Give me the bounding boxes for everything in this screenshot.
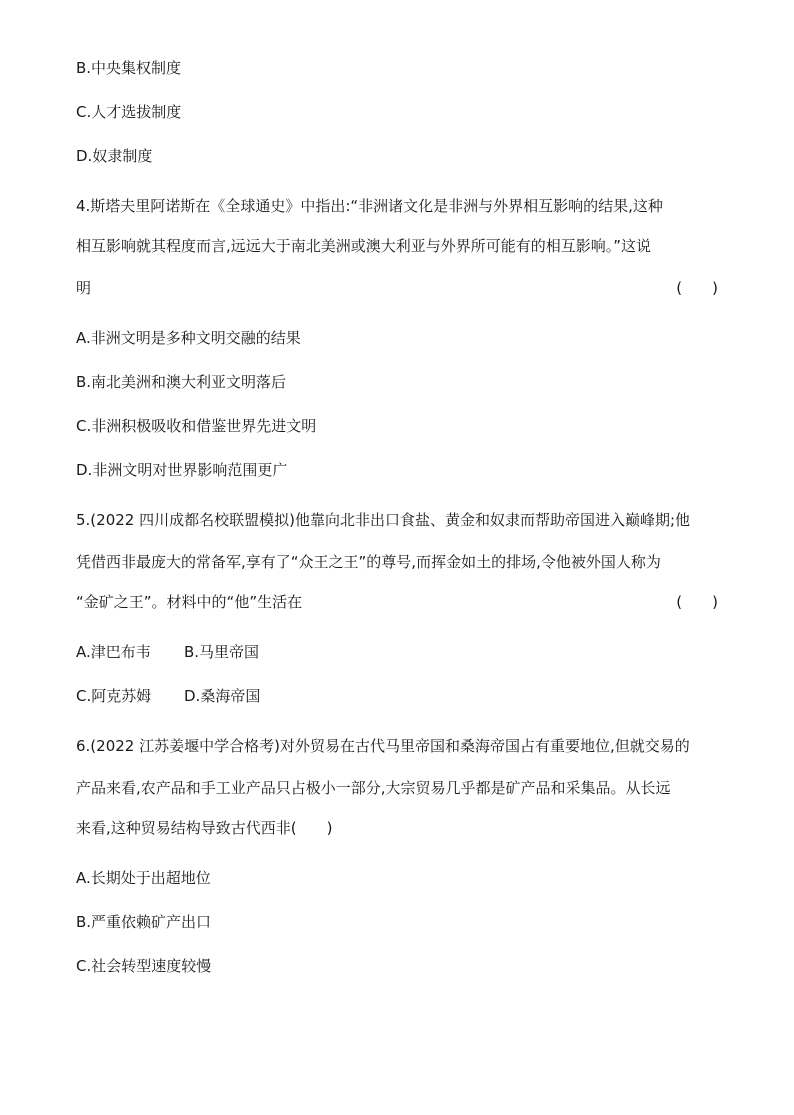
q6-stem-line1: 6.(2022 江苏姜堰中学合格考)对外贸易在古代马里帝国和桑海帝国占有重要地位,但就交易的 [76, 737, 690, 755]
q4-option-b: B.南北美洲和澳大利亚文明落后 [76, 373, 287, 391]
q5-option-c: C.阿克苏姆 [76, 687, 152, 705]
q5-stem-line2: 凭借西非最庞大的常备军,享有了“众王之王”的尊号,而挥金如土的排场,令他被外国人称为 [76, 553, 661, 571]
q3-option-d: D.奴隶制度 [76, 147, 153, 165]
q4-option-c: C.非洲积极吸收和借鉴世界先进文明 [76, 417, 317, 435]
q5-stem-line3: “金矿之王”。材料中的“他”生活在 [76, 593, 303, 611]
q6-option-b: B.严重依赖矿产出口 [76, 913, 212, 931]
q4-stem-line1: 4.斯塔夫里阿诺斯在《全球通史》中指出:“非洲诸文化是非洲与外界相互影响的结果,这种 [76, 197, 663, 215]
q3-option-b: B.中央集权制度 [76, 59, 182, 77]
q6-stem-line3: 来看,这种贸易结构导致古代西非( ) [76, 819, 333, 837]
q3-option-c: C.人才选拔制度 [76, 103, 182, 121]
q4-option-a: A.非洲文明是多种文明交融的结果 [76, 329, 301, 347]
q5-option-d: D.桑海帝国 [184, 687, 261, 705]
q4-option-d: D.非洲文明对世界影响范围更广 [76, 461, 288, 479]
q5-answer-bracket: ( ) [676, 593, 718, 611]
q5-option-b: B.马里帝国 [184, 643, 260, 661]
q4-stem-line2: 相互影响就其程度而言,远远大于南北美洲或澳大利亚与外界所可能有的相互影响。”这说 [76, 237, 652, 255]
q4-stem-line3: 明 [76, 279, 92, 297]
q6-stem-line2: 产品来看,农产品和手工业产品只占极小一部分,大宗贸易几乎都是矿产品和采集品。从长远 [76, 779, 671, 797]
q5-option-a: A.津巴布韦 [76, 643, 151, 661]
q6-option-a: A.长期处于出超地位 [76, 869, 211, 887]
q4-answer-bracket: ( ) [676, 279, 718, 297]
q5-stem-line1: 5.(2022 四川成都名校联盟模拟)他靠向北非出口食盐、黄金和奴隶而帮助帝国进入巅峰期;他 [76, 511, 691, 529]
q6-option-c: C.社会转型速度较慢 [76, 957, 212, 975]
